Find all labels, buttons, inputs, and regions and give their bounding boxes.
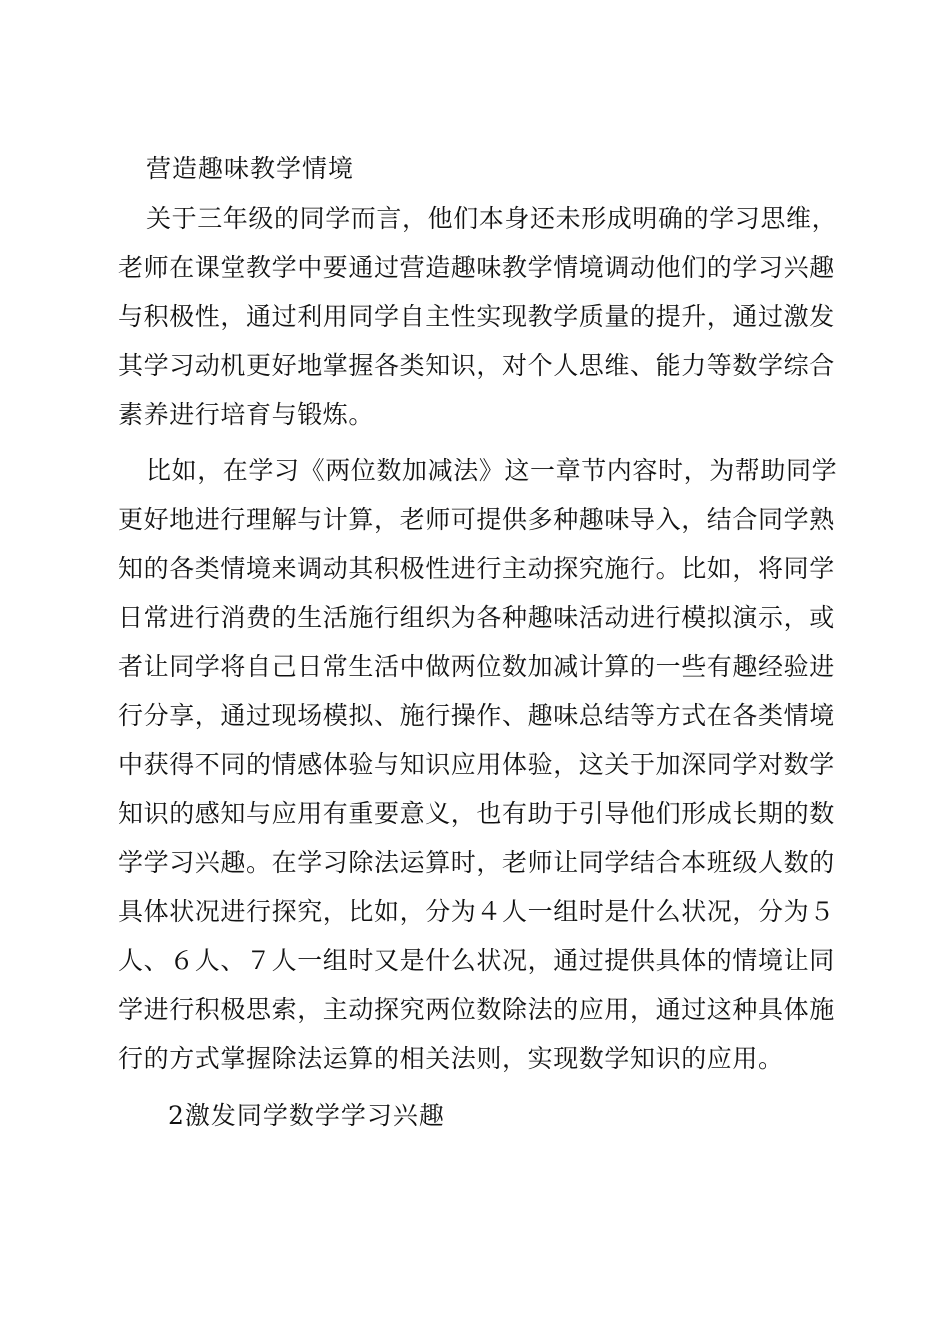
paragraph-2-line-3: 知的各类情境来调动其积极性进行主动探究施行。比如，将同学: [118, 554, 835, 583]
paragraph-2-line-4: 日常进行消费的生活施行组织为各种趣味活动进行模拟演示，或: [118, 603, 835, 632]
paragraph-2-line-12: 学进行积极思索，主动探究两位数除法的应用，通过这种具体施: [118, 995, 835, 1024]
paragraph-2-line-1: 比如，在学习《两位数加减法》这一章节内容时，为帮助同学: [146, 456, 838, 485]
paragraph-1-line-5: 素养进行培育与锻炼。: [118, 400, 375, 429]
paragraph-2-line-5: 者让同学将自己日常生活中做两位数加减计算的一些有趣经验进: [118, 652, 835, 681]
paragraph-2-line-7: 中获得不同的情感体验与知识应用体验，这关于加深同学对数学: [118, 750, 835, 779]
paragraph-2-line-13: 行的方式掌握除法运算的相关法则，实现数学知识的应用。: [118, 1044, 784, 1073]
paragraph-2-line-9: 学学习兴趣。在学习除法运算时，老师让同学结合本班级人数的: [118, 848, 835, 877]
paragraph-1-line-3: 与积极性，通过利用同学自主性实现教学质量的提升，通过激发: [118, 302, 835, 331]
paragraph-2-line-8: 知识的感知与应用有重要意义，也有助于引导他们形成长期的数: [118, 799, 835, 828]
next-section-heading: 2激发同学数学学习兴趣: [168, 1101, 445, 1130]
paragraph-2-line-6: 行分享，通过现场模拟、施行操作、趣味总结等方式在各类情境: [118, 701, 835, 730]
paragraph-1-line-2: 老师在课堂教学中要通过营造趣味教学情境调动他们的学习兴趣: [118, 253, 835, 282]
section-heading: 营造趣味教学情境: [146, 154, 355, 183]
paragraph-2-line-10: 具体状况进行探究，比如，分为４人一组时是什么状况，分为５: [118, 897, 835, 926]
paragraph-2-line-11: 人、６人、７人一组时又是什么状况，通过提供具体的情境让同: [118, 946, 835, 975]
paragraph-1-line-4: 其学习动机更好地掌握各类知识，对个人思维、能力等数学综合: [118, 351, 835, 380]
paragraph-1-line-1: 关于三年级的同学而言，他们本身还未形成明确的学习思维，: [146, 204, 838, 233]
paragraph-2-line-2: 更好地进行理解与计算，老师可提供多种趣味导入，结合同学熟: [118, 505, 835, 534]
